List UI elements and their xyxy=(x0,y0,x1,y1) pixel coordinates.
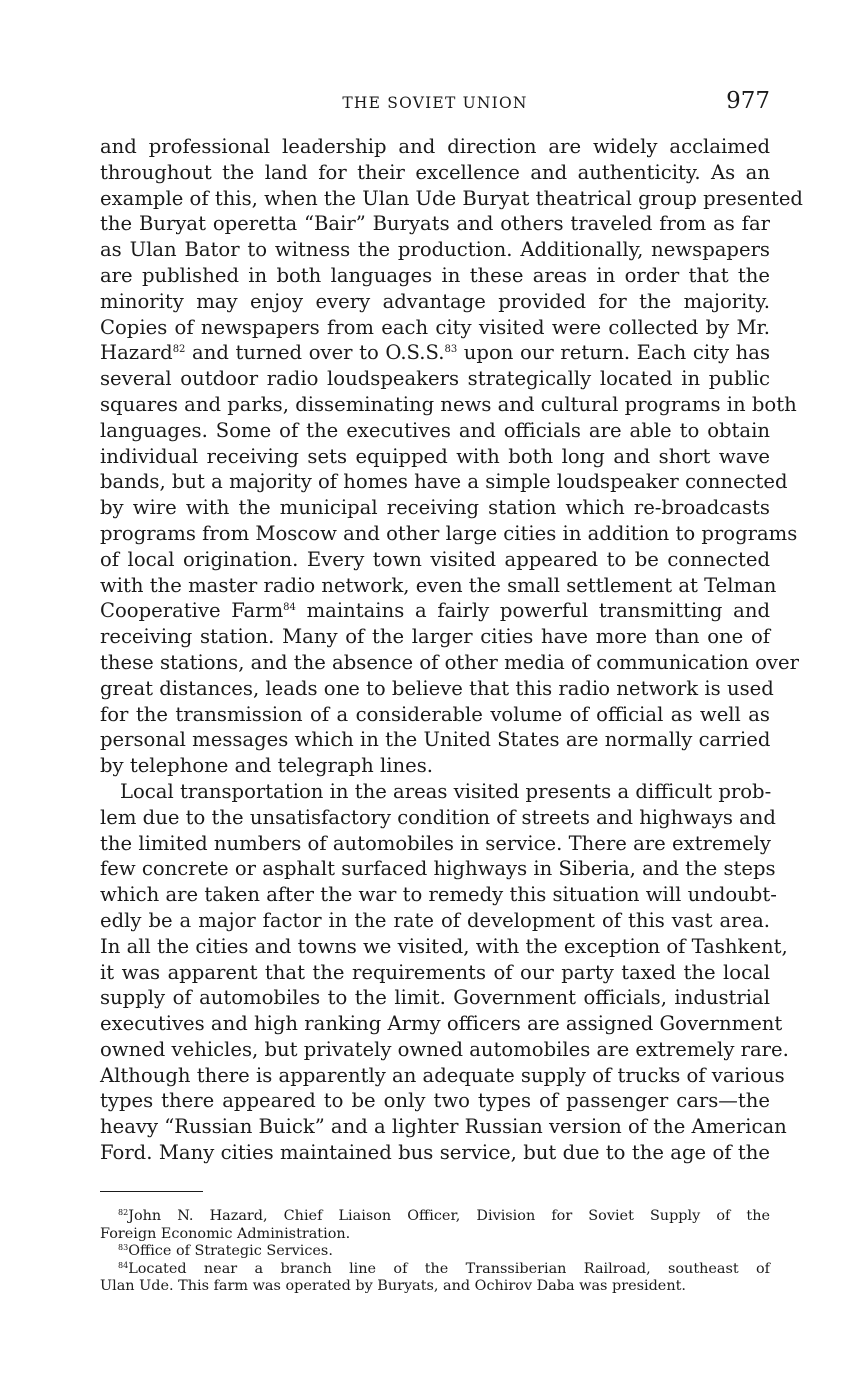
text-segment: Hazard xyxy=(100,341,173,365)
text-line: In all the cities and towns we visited, with the exception of Tashkent, xyxy=(100,934,788,958)
text-line: individual receiving sets equipped with both long and short wave xyxy=(100,444,770,468)
text-line: minority may enjoy every advantage provided for the majority. xyxy=(100,289,770,313)
page-number: 977 xyxy=(726,88,770,114)
footnote-84-continued: Ulan Ude. This farm was operated by Buryats, and Ochirov Daba was president. xyxy=(100,1278,686,1294)
footnote-ref-83[interactable]: 83 xyxy=(444,344,458,356)
text-line: with the master radio network, even the small settlement at Telman xyxy=(100,573,777,597)
footnote-ref-82[interactable]: 82 xyxy=(172,344,186,356)
text-line: types there appeared to be only two types of passenger cars—the xyxy=(100,1089,770,1113)
text-line: are published in both languages in these areas in order that the xyxy=(100,263,770,287)
text-segment: upon our return. Each city has xyxy=(457,341,770,365)
running-title: THE SOVIET UNION xyxy=(342,94,528,112)
text-line: few concrete or asphalt surfaced highways in Siberia, and the steps xyxy=(100,857,776,881)
text-line: several outdoor radio loudspeakers strategically located in public xyxy=(100,367,770,391)
text-line: example of this, when the Ulan Ude Buryat theatrical group presented xyxy=(100,186,803,210)
footnote-text: Located near a branch line of the Transsiberian Railroad, southeast of xyxy=(128,1260,770,1277)
text-line: receiving station. Many of the larger cities have more than one of xyxy=(100,625,770,649)
text-line: these stations, and the absence of other media of communication over xyxy=(100,650,799,674)
text-line: heavy “Russian Buick” and a lighter Russian version of the American xyxy=(100,1115,787,1139)
text-line: by wire with the municipal receiving station which re-broadcasts xyxy=(100,496,770,520)
text-segment: Cooperative Farm xyxy=(100,599,284,623)
text-line: as Ulan Bator to witness the production. Additionally, newspapers xyxy=(100,238,770,262)
footnote-82 xyxy=(100,1208,770,1226)
text-line: it was apparent that the requirements of our party taxed the local xyxy=(100,960,770,984)
text-line: edly be a major factor in the rate of development of this vast area. xyxy=(100,908,770,932)
footnote-text: Office of Strategic Services. xyxy=(128,1243,333,1259)
text-line: lem due to the unsatisfactory condition of streets and highways and xyxy=(100,805,776,829)
text-line: Ford. Many cities maintained bus service, but due to the age of the xyxy=(100,1141,770,1165)
text-line: by telephone and telegraph lines. xyxy=(100,754,433,778)
text-line: the Buryat operetta “Bair” Buryats and others traveled from as far xyxy=(100,212,770,236)
text-line: and professional leadership and direction are widely acclaimed xyxy=(100,135,770,158)
text-line: for the transmission of a considerable volume of official as well as xyxy=(100,702,770,726)
footnote-82-continued: Foreign Economic Administration. xyxy=(100,1225,351,1242)
footnote-number: 83 xyxy=(118,1243,129,1252)
text-line: which are taken after the war to remedy this situation will undoubt- xyxy=(100,883,777,907)
text-line: supply of automobiles to the limit. Government officials, industrial xyxy=(100,986,770,1010)
text-line xyxy=(100,598,770,624)
text-line: the limited numbers of automobiles in service. There are extremely xyxy=(100,831,771,855)
footnote-number: 82 xyxy=(118,1208,129,1217)
text-segment: maintains a fairly powerful transmitting and xyxy=(295,599,770,623)
text-line: great distances, leads one to believe that this radio network is used xyxy=(100,676,774,700)
text-line: languages. Some of the executives and officials are able to obtain xyxy=(100,418,770,442)
footnote-number: 84 xyxy=(118,1260,129,1270)
footnote-divider xyxy=(100,1191,203,1192)
footnote-text: John N. Hazard, Chief Liaison Officer, Division for Soviet Supply of the xyxy=(128,1208,770,1224)
footnote-83 xyxy=(100,1243,770,1261)
body-text xyxy=(100,134,803,1166)
footnote-ref-84[interactable]: 84 xyxy=(283,602,296,614)
text-line: owned vehicles, but privately owned automobiles are extremely rare. xyxy=(100,1037,789,1061)
text-line: programs from Moscow and other large cities in addition to programs xyxy=(100,521,798,545)
text-line: Copies of newspapers from each city visited were collected by Mr. xyxy=(100,315,770,339)
text-line: personal messages which in the United States are normally carried xyxy=(100,728,771,752)
text-line: of local origination. Every town visited appeared to be connected xyxy=(100,547,770,571)
footnotes xyxy=(100,1208,770,1296)
text-line: Local transportation in the areas visited presents a difficult prob- xyxy=(120,779,772,803)
text-line: bands, but a majority of homes have a simple loudspeaker connected xyxy=(100,470,788,494)
text-line: executives and high ranking Army officers are assigned Government xyxy=(100,1012,783,1036)
text-line xyxy=(100,340,770,366)
text-line: squares and parks, disseminating news and cultural programs in both xyxy=(100,392,797,416)
text-segment: and turned over to O.S.S. xyxy=(185,341,445,365)
text-line: throughout the land for their excellence and authenticity. As an xyxy=(100,160,770,184)
footnote-84 xyxy=(100,1261,770,1279)
text-line: Although there is apparently an adequate supply of trucks of various xyxy=(100,1063,785,1087)
running-head xyxy=(100,88,770,120)
